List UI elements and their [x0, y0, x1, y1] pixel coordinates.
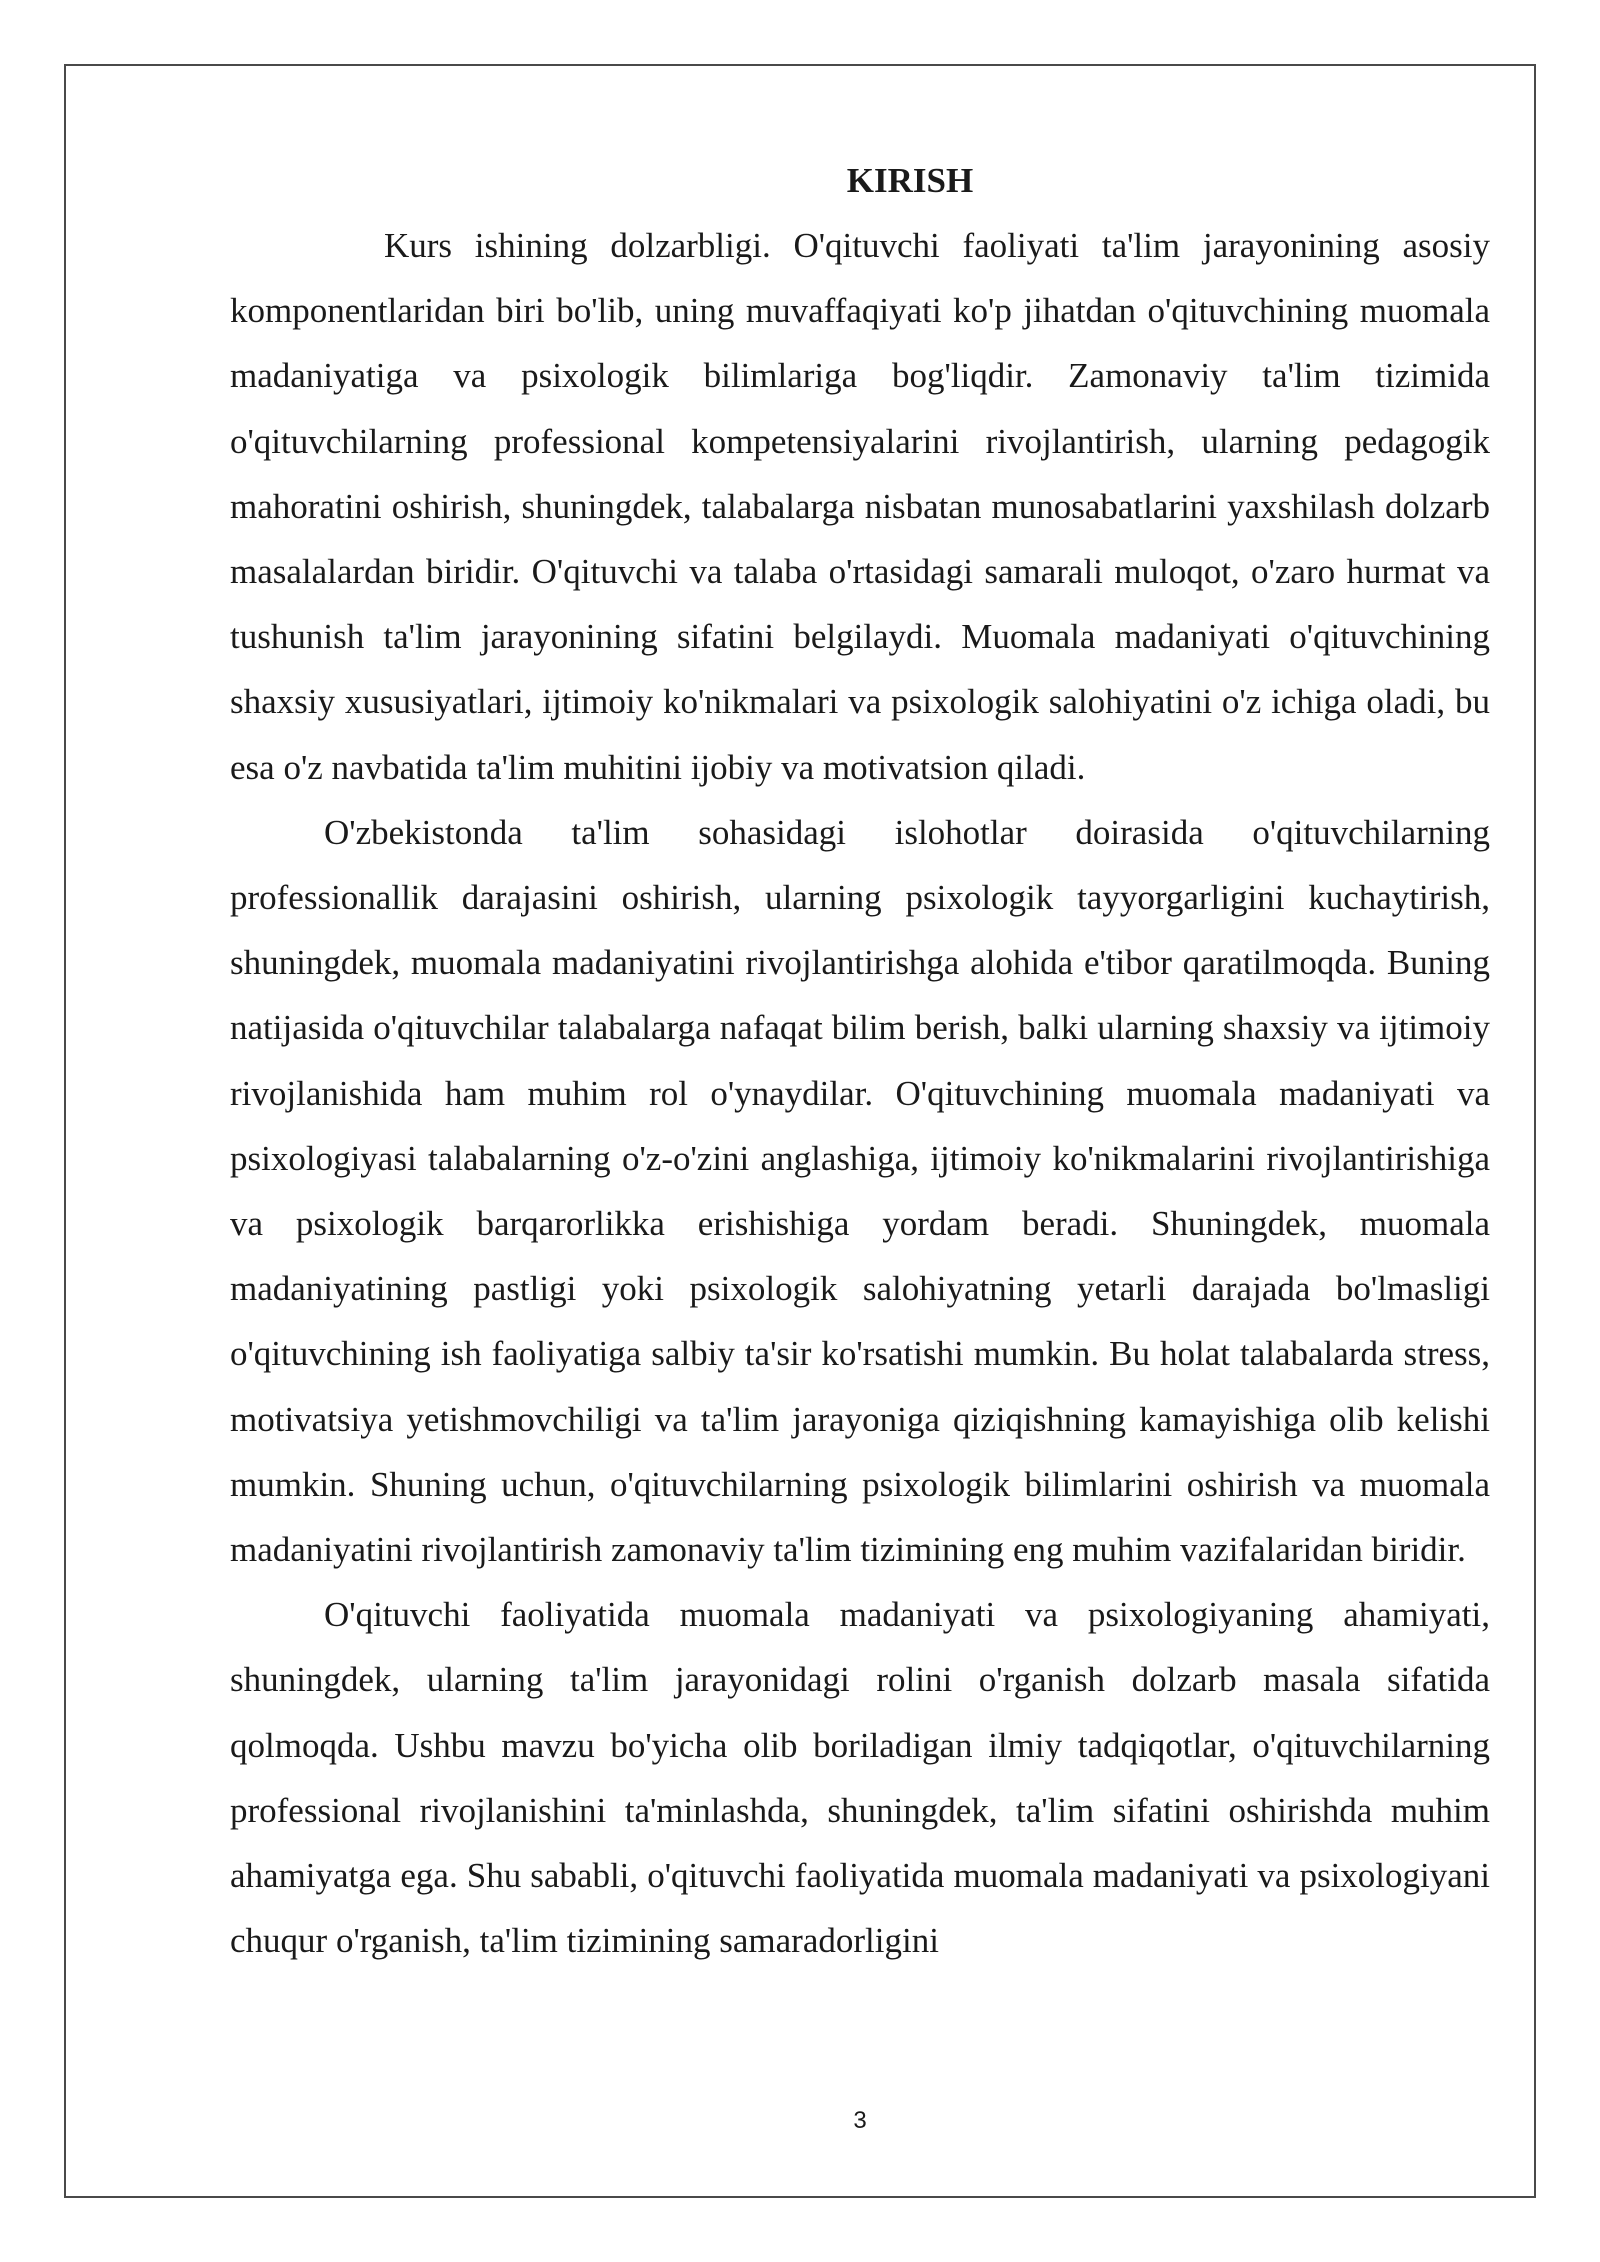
paragraph-1: Kurs ishining dolzarbligi. O'qituvchi faoliyati ta'lim jarayonining asosiy komponentlaridan biri bo'lib, uning muvaffaqiyati ko'p jihatdan o'qituvchining muomala madaniyatiga va psixologik bilimlariga bog'liqdir. Zamonaviy ta'lim tizimida o'qituvchilarning professional kompetensiyalarini rivojlantirish, ularning pedagogik mahoratini oshirish, shuningdek, talabalarga nisbatan munosabatlarini yaxshilash dolzarb masalalardan biridir. O'qituvchi va talaba o'rtasidagi samarali muloqot, o'zaro hurmat va tushunish ta'lim jarayonining sifatini belgilaydi. Muomala madaniyati o'qituvchining shaxsiy xususiyatlari, ijtimoiy ko'nikmalari va psixologik salohiyatini o'z ichiga oladi, bu esa o'z navbatida ta'lim muhitini ijobiy va motivatsion qiladi.: [230, 226, 1490, 787]
paragraph-2: O'zbekistonda ta'lim sohasidagi islohotlar doirasida o'qituvchilarning professionallik darajasini oshirish, ularning psixologik tayyorgarligini kuchaytirish, shuningdek, muomala madaniyatini rivojlantirishga alohida e'tibor qaratilmoqda. Buning natijasida o'qituvchilar talabalarga nafaqat bilim berish, balki ularning shaxsiy va ijtimoiy rivojlanishida ham muhim rol o'ynaydilar. O'qituvchining muomala madaniyati va psixologiyasi talabalarning o'z-o'zini anglashiga, ijtimoiy ko'nikmalarini rivojlantirishiga va psixologik barqarorlikka erishishiga yordam beradi. Shuningdek, muomala madaniyatining pastligi yoki psixologik salohiyatning yetarli darajada bo'lmasligi o'qituvchining ish faoliyatiga salbiy ta'sir ko'rsatishi mumkin. Bu holat talabalarda stress, motivatsiya yetishmovchiligi va ta'lim jarayoniga qiziqishning kamayishiga olib kelishi mumkin. Shuning uchun, o'qituvchilarning psixologik bilimlarini oshirish va muomala madaniyatini rivojlantirish zamonaviy ta'lim tizimining eng muhim vazifalaridan biridir.: [230, 812, 1490, 1570]
paragraph-3: O'qituvchi faoliyatida muomala madaniyati va psixologiyaning ahamiyati, shuningdek, ularning ta'lim jarayonidagi rolini o'rganish dolzarb masala sifatida qolmoqda. Ushbu mavzu bo'yicha olib boriladigan ilmiy tadqiqotlar, o'qituvchilarning professional rivojlanishini ta'minlashda, shuningdek, ta'lim sifatini oshirishda muhim ahamiyatga ega. Shu sababli, o'qituvchi faoliyatida muomala madaniyati va psixologiyani chuqur o'rganish, ta'lim tizimining samaradorligini: [230, 1595, 1490, 1961]
document-body: [230, 148, 1490, 1973]
section-title: KIRISH: [846, 161, 974, 200]
page-number: 3: [853, 2107, 867, 2134]
